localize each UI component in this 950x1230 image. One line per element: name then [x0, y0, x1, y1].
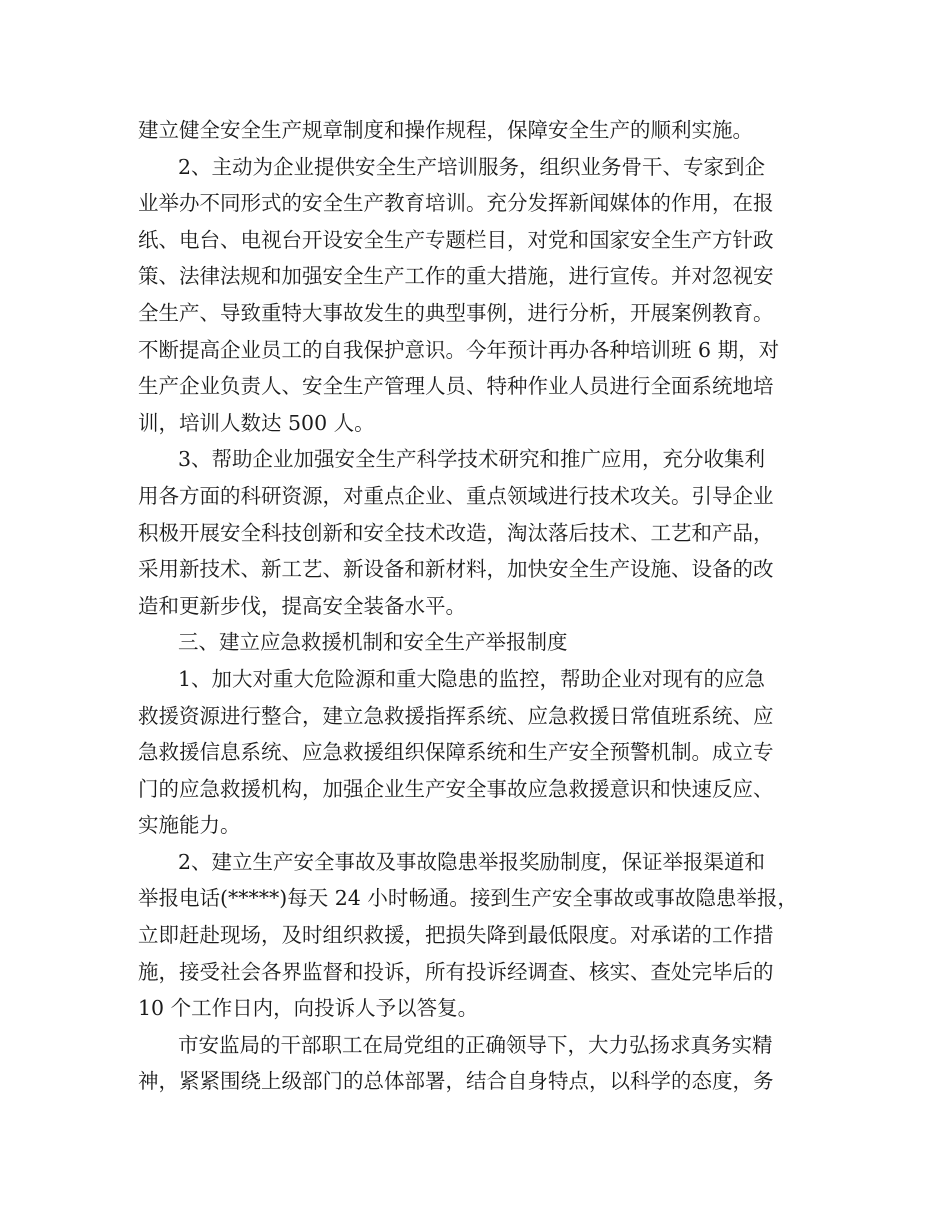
paragraph-line: 立即赶赴现场，及时组织救援，把损失降到最低限度。对承诺的工作措 [138, 923, 774, 948]
paragraph-line: 3、帮助企业加强安全生产科学技术研究和推广应用，充分收集利 [178, 447, 766, 472]
paragraph-line: 建立健全安全生产规章制度和操作规程，保障安全生产的顺利实施。 [138, 118, 753, 142]
section-heading: 三、建立应急救援机制和安全生产举报制度 [178, 630, 568, 655]
paragraph-line: 训，培训人数达 500 人。 [138, 410, 375, 435]
paragraph-line: 纸、电台、电视台开设安全生产专题栏目，对党和国家安全生产方针政 [138, 227, 774, 252]
paragraph-line: 2、主动为企业提供安全生产培训服务，组织业务骨干、专家到企 [178, 154, 766, 179]
paragraph-line: 举报电话(*****)每天 24 小时畅通。接到生产安全事故或事故隐患举报， [138, 886, 798, 911]
paragraph-line: 急救援信息系统、应急救援组织保障系统和生产安全预警机制。成立专 [138, 740, 774, 765]
paragraph-line: 实施能力。 [138, 813, 241, 838]
paragraph-line: 市安监局的干部职工在局党组的正确领导下，大力弘扬求真务实精 [178, 1032, 773, 1057]
paragraph-line: 业举办不同形式的安全生产教育培训。充分发挥新闻媒体的作用，在报 [138, 191, 774, 216]
paragraph-line: 神，紧紧围绕上级部门的总体部署，结合自身特点，以科学的态度，务 [138, 1069, 774, 1094]
paragraph-line: 全生产、导致重特大事故发生的典型事例，进行分析，开展案例教育。 [138, 300, 774, 325]
paragraph-line: 不断提高企业员工的自我保护意识。今年预计再办各种培训班 6 期，对 [138, 337, 780, 362]
paragraph-line: 10 个工作日内，向投诉人予以答复。 [138, 996, 479, 1021]
paragraph-line: 2、建立生产安全事故及事故隐患举报奖励制度，保证举报渠道和 [178, 849, 766, 874]
paragraph-line: 采用新技术、新工艺、新设备和新材料，加快安全生产设施、设备的改 [138, 557, 774, 582]
document-body [138, 112, 828, 1100]
paragraph-line: 策、法律法规和加强安全生产工作的重大措施，进行宣传。并对忽视安 [138, 264, 774, 289]
paragraph-line: 积极开展安全科技创新和安全技术改造，淘汰落后技术、工艺和产品， [138, 520, 774, 545]
paragraph-line: 生产企业负责人、安全生产管理人员、特种作业人员进行全面系统地培 [138, 374, 774, 399]
paragraph-line: 用各方面的科研资源，对重点企业、重点领域进行技术攻关。引导企业 [138, 483, 774, 508]
paragraph-line: 造和更新步伐，提高安全装备水平。 [138, 593, 466, 618]
paragraph-line: 1、加大对重大危险源和重大隐患的监控，帮助企业对现有的应急 [178, 666, 766, 691]
paragraph-line: 门的应急救援机构，加强企业生产安全事故应急救援意识和快速反应、 [138, 776, 774, 801]
paragraph-line: 施，接受社会各界监督和投诉，所有投诉经调查、核实、查处完毕后的 [138, 959, 774, 984]
paragraph-line: 救援资源进行整合，建立急救援指挥系统、应急救援日常值班系统、应 [138, 703, 774, 728]
